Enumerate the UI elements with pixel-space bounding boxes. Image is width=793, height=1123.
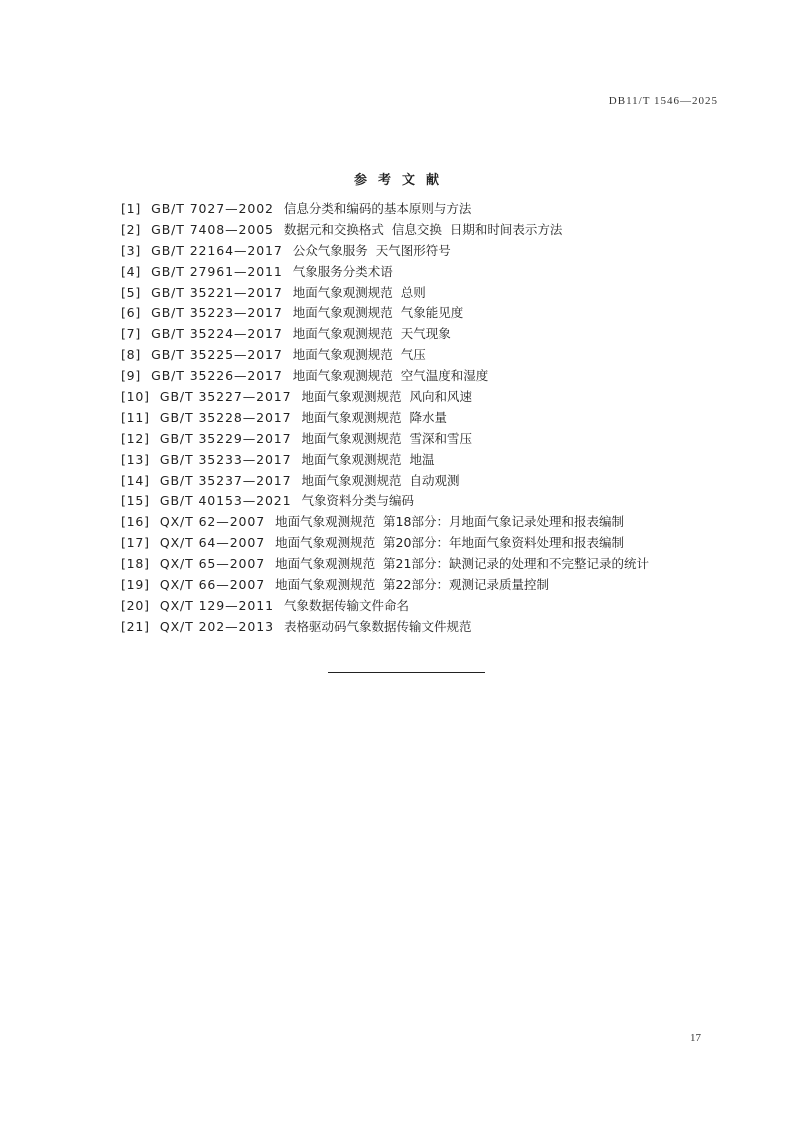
reference-title: 地面气象观测规范 风向和风速 [301,389,472,405]
standard-code: GB/T 35226—2017 [151,368,283,384]
reference-number: [14] [121,472,150,488]
page-number: 17 [690,1032,701,1044]
reference-number: [8] [121,347,142,363]
reference-number: [13] [121,451,150,467]
reference-number: [6] [121,305,142,321]
reference-item [121,450,721,471]
reference-number: [1] [121,201,142,216]
reference-item [121,366,721,387]
reference-title: 地面气象观测规范 地温 [301,451,435,467]
reference-title: 表格驱动码气象数据传输文件规范 [283,618,472,634]
reference-item [121,324,721,345]
reference-list [121,199,721,638]
reference-number: [11] [121,409,150,425]
reference-title: 气象资料分类与编码 [301,493,415,509]
standard-code: QX/T 64—2007 [159,535,266,551]
reference-title: 地面气象观测规范 气压 [292,347,426,363]
reference-title: 地面气象观测规范 空气温度和湿度 [292,368,489,384]
reference-title: 地面气象观测规范 降水量 [301,409,447,425]
standard-code: QX/T 66—2007 [159,577,266,593]
reference-item [121,408,721,429]
reference-item [121,491,721,512]
standard-code: GB/T 35223—2017 [151,305,283,321]
standard-code: GB/T 35233—2017 [159,451,292,467]
reference-item [121,554,721,575]
reference-number: [15] [121,493,150,509]
standard-code: GB/T 22164—2017 [151,242,283,258]
reference-title: 公众气象服务 天气图形符号 [292,242,451,258]
reference-item [121,241,721,262]
standard-code: QX/T 129—2011 [159,597,274,613]
reference-number: [5] [121,284,142,300]
standard-code: GB/T 35227—2017 [159,389,292,405]
reference-number: [7] [121,326,142,342]
reference-title: 地面气象观测规范 气象能见度 [292,305,464,321]
reference-item [121,387,721,408]
standard-code: QX/T 65—2007 [159,556,266,572]
standard-code: GB/T 35237—2017 [159,472,292,488]
reference-item [121,512,721,533]
reference-number: [17] [121,535,150,551]
standard-code: GB/T 7408—2005 [151,221,274,237]
reference-title: 气象服务分类术语 [292,263,393,279]
reference-title: 数据元和交换格式 信息交换 日期和时间表示方法 [283,221,563,237]
reference-title: 地面气象观测规范 总则 [292,284,426,300]
reference-number: [4] [121,263,142,279]
reference-number: [21] [121,618,150,634]
reference-title: 地面气象观测规范 第18部分：月地面气象记录处理和报表编制 [275,514,624,530]
section-title: 参考文献 [353,173,450,188]
standard-code: GB/T 35225—2017 [151,347,283,363]
reference-item [121,429,721,450]
reference-item [121,199,721,220]
standard-code: QX/T 202—2013 [159,618,274,634]
reference-number: [9] [121,368,142,384]
reference-item [121,283,721,304]
reference-number: [2] [121,221,142,237]
reference-item [121,575,721,596]
standard-code: GB/T 7027—2002 [151,201,274,216]
reference-item [121,617,721,638]
reference-title: 信息分类和编码的基本原则与方法 [283,201,472,216]
reference-number: [3] [121,242,142,258]
reference-item [121,345,721,366]
document-code: DB11/T 1546—2025 [608,95,718,107]
reference-number: [19] [121,577,150,593]
standard-code: GB/T 35224—2017 [151,326,283,342]
reference-number: [18] [121,556,150,572]
standard-code: GB/T 35221—2017 [151,284,283,300]
reference-number: [20] [121,597,150,613]
reference-title: 地面气象观测规范 天气现象 [292,326,451,342]
reference-title: 地面气象观测规范 第20部分：年地面气象资料处理和报表编制 [275,535,624,551]
reference-number: [12] [121,430,150,446]
reference-title: 地面气象观测规范 第21部分：缺测记录的处理和不完整记录的统计 [275,556,649,572]
reference-number: [16] [121,514,150,530]
reference-title: 气象数据传输文件命名 [283,597,409,613]
standard-code: GB/T 27961—2011 [151,263,283,279]
reference-item [121,596,721,617]
standard-code: GB/T 35228—2017 [159,409,292,425]
reference-title: 地面气象观测规范 雪深和雪压 [301,430,472,446]
reference-title: 地面气象观测规范 自动观测 [301,472,460,488]
reference-item [121,262,721,283]
reference-number: [10] [121,389,150,405]
reference-item [121,220,721,241]
reference-item [121,533,721,554]
reference-item [121,303,721,324]
standard-code: GB/T 40153—2021 [159,493,292,509]
reference-item [121,471,721,492]
standard-code: QX/T 62—2007 [159,514,266,530]
end-divider [328,672,485,673]
reference-title: 地面气象观测规范 第22部分：观测记录质量控制 [275,577,549,593]
standard-code: GB/T 35229—2017 [159,430,292,446]
